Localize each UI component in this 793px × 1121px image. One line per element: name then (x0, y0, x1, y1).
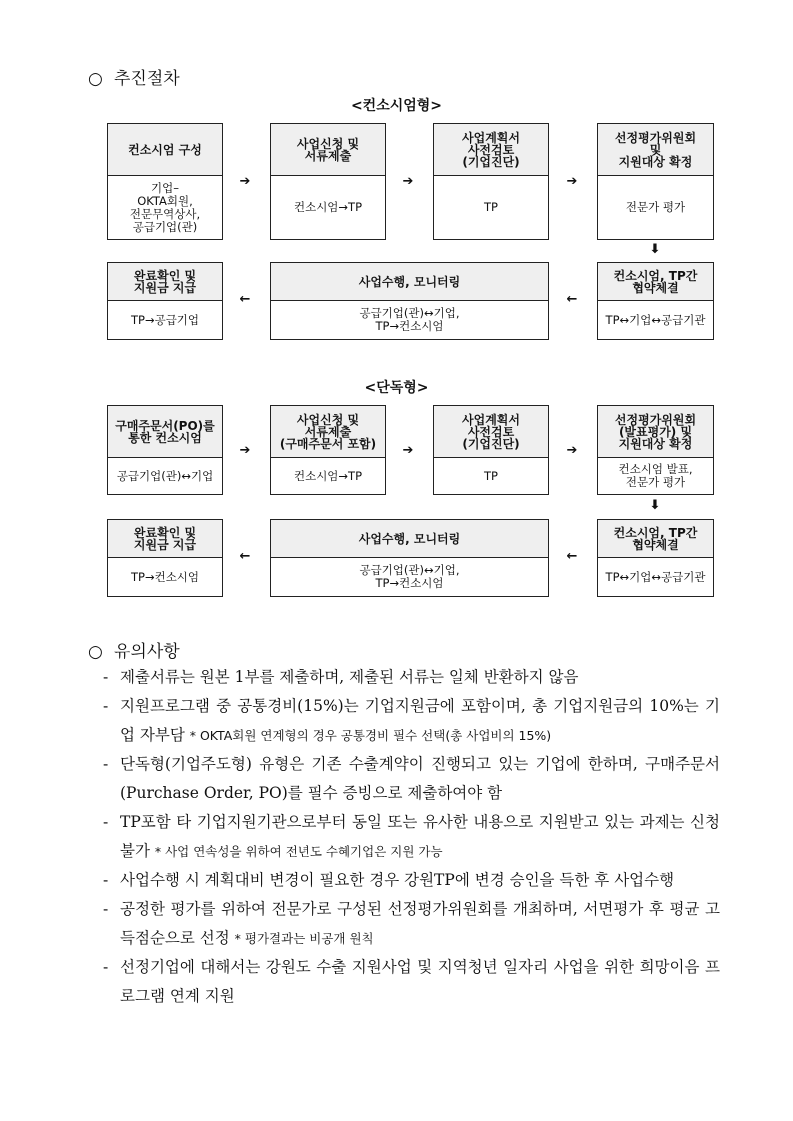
notes-list (100, 663, 720, 1011)
note-asterisk-text: * 평가결과는 비공개 원칙 (234, 931, 374, 946)
flow-box (107, 123, 223, 240)
flow-box (107, 519, 223, 597)
arrow-down-icon: ⬇ (649, 242, 661, 257)
flow-box-heading: 완료확인 및 지원금 지급 (108, 263, 222, 301)
flow-box (597, 405, 714, 495)
flow-box-body: 전문가 평가 (625, 200, 686, 214)
note-dash: - (103, 900, 109, 918)
note-text: 사업수행 시 계획대비 변경이 필요한 경우 강원TP에 변경 승인을 득한 후 사업수행 (120, 871, 675, 889)
circle-bullet-icon: ○ (88, 69, 103, 89)
arrow-left-icon: ← (239, 292, 251, 307)
note-text: 제출서류는 원본 1부를 제출하며, 제출된 서류는 일체 반환하지 않음 (120, 668, 579, 686)
flow-box (270, 405, 386, 495)
note-dash: - (103, 697, 109, 715)
flow-title-standalone: <단독형> (364, 380, 429, 396)
flow-box-body: 컨소시엄→TP (293, 468, 363, 483)
section-heading-notes (88, 637, 180, 662)
note-dash: - (103, 958, 109, 976)
flow-box-body: TP↔기업↔공급기관 (605, 312, 706, 327)
flow-box (107, 262, 223, 340)
flow-box (433, 405, 549, 495)
arrow-left-icon: ← (239, 549, 251, 564)
arrow-left-icon: ← (566, 549, 578, 564)
note-item (100, 953, 720, 1011)
flow-box-body: TP→공급기업 (130, 312, 200, 327)
note-item (100, 866, 720, 895)
flow-box-body: TP↔기업↔공급기관 (605, 569, 706, 584)
flow-box-heading: 사업계획서 사전검토 (기업진단) (434, 124, 548, 176)
flow-box-heading: 컨소시엄, TP간 협약체결 (598, 520, 713, 558)
section-title: 추진절차 (114, 69, 180, 89)
note-dash: - (103, 813, 109, 831)
flow-box (270, 262, 549, 340)
flow-box-heading: 사업계획서 사전검토 (기업진단) (434, 406, 548, 458)
note-text: 선정기업에 대해서는 강원도 수출 지원사업 및 지역청년 일자리 사업을 위한 희망이음 프로그램 연계 지원 (120, 958, 720, 1005)
arrow-right-icon: ➔ (566, 174, 578, 189)
section-heading-procedure (88, 64, 180, 89)
note-text: 공정한 평가를 위하여 전문가로 구성된 선정평가위원회를 개최하며, 서면평가 후 평균 고득점순으로 선정 (120, 900, 720, 947)
flow-box-body: 공급기업(관)↔기업 (116, 468, 214, 483)
flow-box (597, 519, 714, 597)
note-item (100, 895, 720, 953)
flow-box (597, 262, 714, 340)
note-dash: - (103, 755, 109, 773)
flow-box-body: TP (484, 468, 498, 483)
arrow-right-icon: ➔ (402, 443, 414, 458)
note-asterisk-text: * 사업 연속성을 위하여 전년도 수혜기업은 지원 가능 (154, 844, 443, 859)
flow-box (433, 123, 549, 240)
note-text: 단독형(기업주도형) 유형은 기존 수출계약이 진행되고 있는 기업에 한하며, 구매주문서(Purchase Order, PO)를 필수 증빙으로 제출하여야 함 (120, 755, 720, 802)
flow-box-body: TP (484, 200, 498, 214)
arrow-down-icon: ⬇ (649, 498, 661, 513)
flow-box-body: 공급기업(관)↔기업, TP→컨소시엄 (359, 563, 460, 590)
flow-box-body: 기업– OKTA회원, 전문무역상사, 공급기업(관) (129, 180, 201, 234)
flow-box (270, 123, 386, 240)
flow-box-body: 컨소시엄→TP (293, 200, 363, 214)
arrow-right-icon: ➔ (402, 174, 414, 189)
flow-box-heading: 사업신청 및 서류제출 (271, 124, 385, 176)
flow-box (597, 123, 714, 240)
circle-bullet-icon: ○ (88, 642, 103, 662)
flow-box-heading: 사업수행, 모니터링 (271, 263, 548, 301)
flow-box-body: 공급기업(관)↔기업, TP→컨소시엄 (359, 306, 460, 333)
note-item (100, 692, 720, 750)
note-dash: - (103, 871, 109, 889)
flow-box-heading: 컨소시엄 구성 (108, 124, 222, 176)
section-title: 유의사항 (114, 642, 180, 662)
flow-box (107, 405, 223, 495)
note-item (100, 750, 720, 808)
note-item (100, 663, 720, 692)
flow-box (270, 519, 549, 597)
flow-box-heading: 선정평가위원회 및 지원대상 확정 (598, 124, 713, 176)
flow-title-consortium: <컨소시엄형> (350, 98, 443, 114)
flow-box-heading: 완료확인 및 지원금 지급 (108, 520, 222, 558)
arrow-left-icon: ← (566, 292, 578, 307)
flow-box-heading: 사업수행, 모니터링 (271, 520, 548, 558)
note-asterisk-text: * OKTA회원 연계형의 경우 공통경비 필수 선택(총 사업비의 15%) (189, 728, 552, 743)
arrow-right-icon: ➔ (566, 443, 578, 458)
note-text: TP포함 타 기업지원기관으로부터 동일 또는 유사한 내용으로 지원받고 있는 과제는 신청 불가 (120, 813, 720, 860)
note-item (100, 808, 720, 866)
flow-box-heading: 사업신청 및 서류제출 (구매주문서 포함) (271, 406, 385, 458)
arrow-right-icon: ➔ (239, 443, 251, 458)
flow-box-heading: 컨소시엄, TP간 협약체결 (598, 263, 713, 301)
flow-box-heading: 선정평가위원회 (발표평가) 및 지원대상 확정 (598, 406, 713, 458)
note-text: 지원프로그램 중 공통경비(15%)는 기업지원금에 포함이며, 총 기업지원금의 10%는 기업 자부담 (120, 697, 720, 744)
arrow-right-icon: ➔ (239, 174, 251, 189)
flow-box-heading: 구매주문서(PO)를 통한 컨소시엄 (108, 406, 222, 458)
flow-box-body: 컨소시엄 발표, 전문가 평가 (618, 462, 693, 489)
note-dash: - (103, 668, 109, 686)
flow-box-body: TP→컨소시엄 (130, 569, 200, 584)
